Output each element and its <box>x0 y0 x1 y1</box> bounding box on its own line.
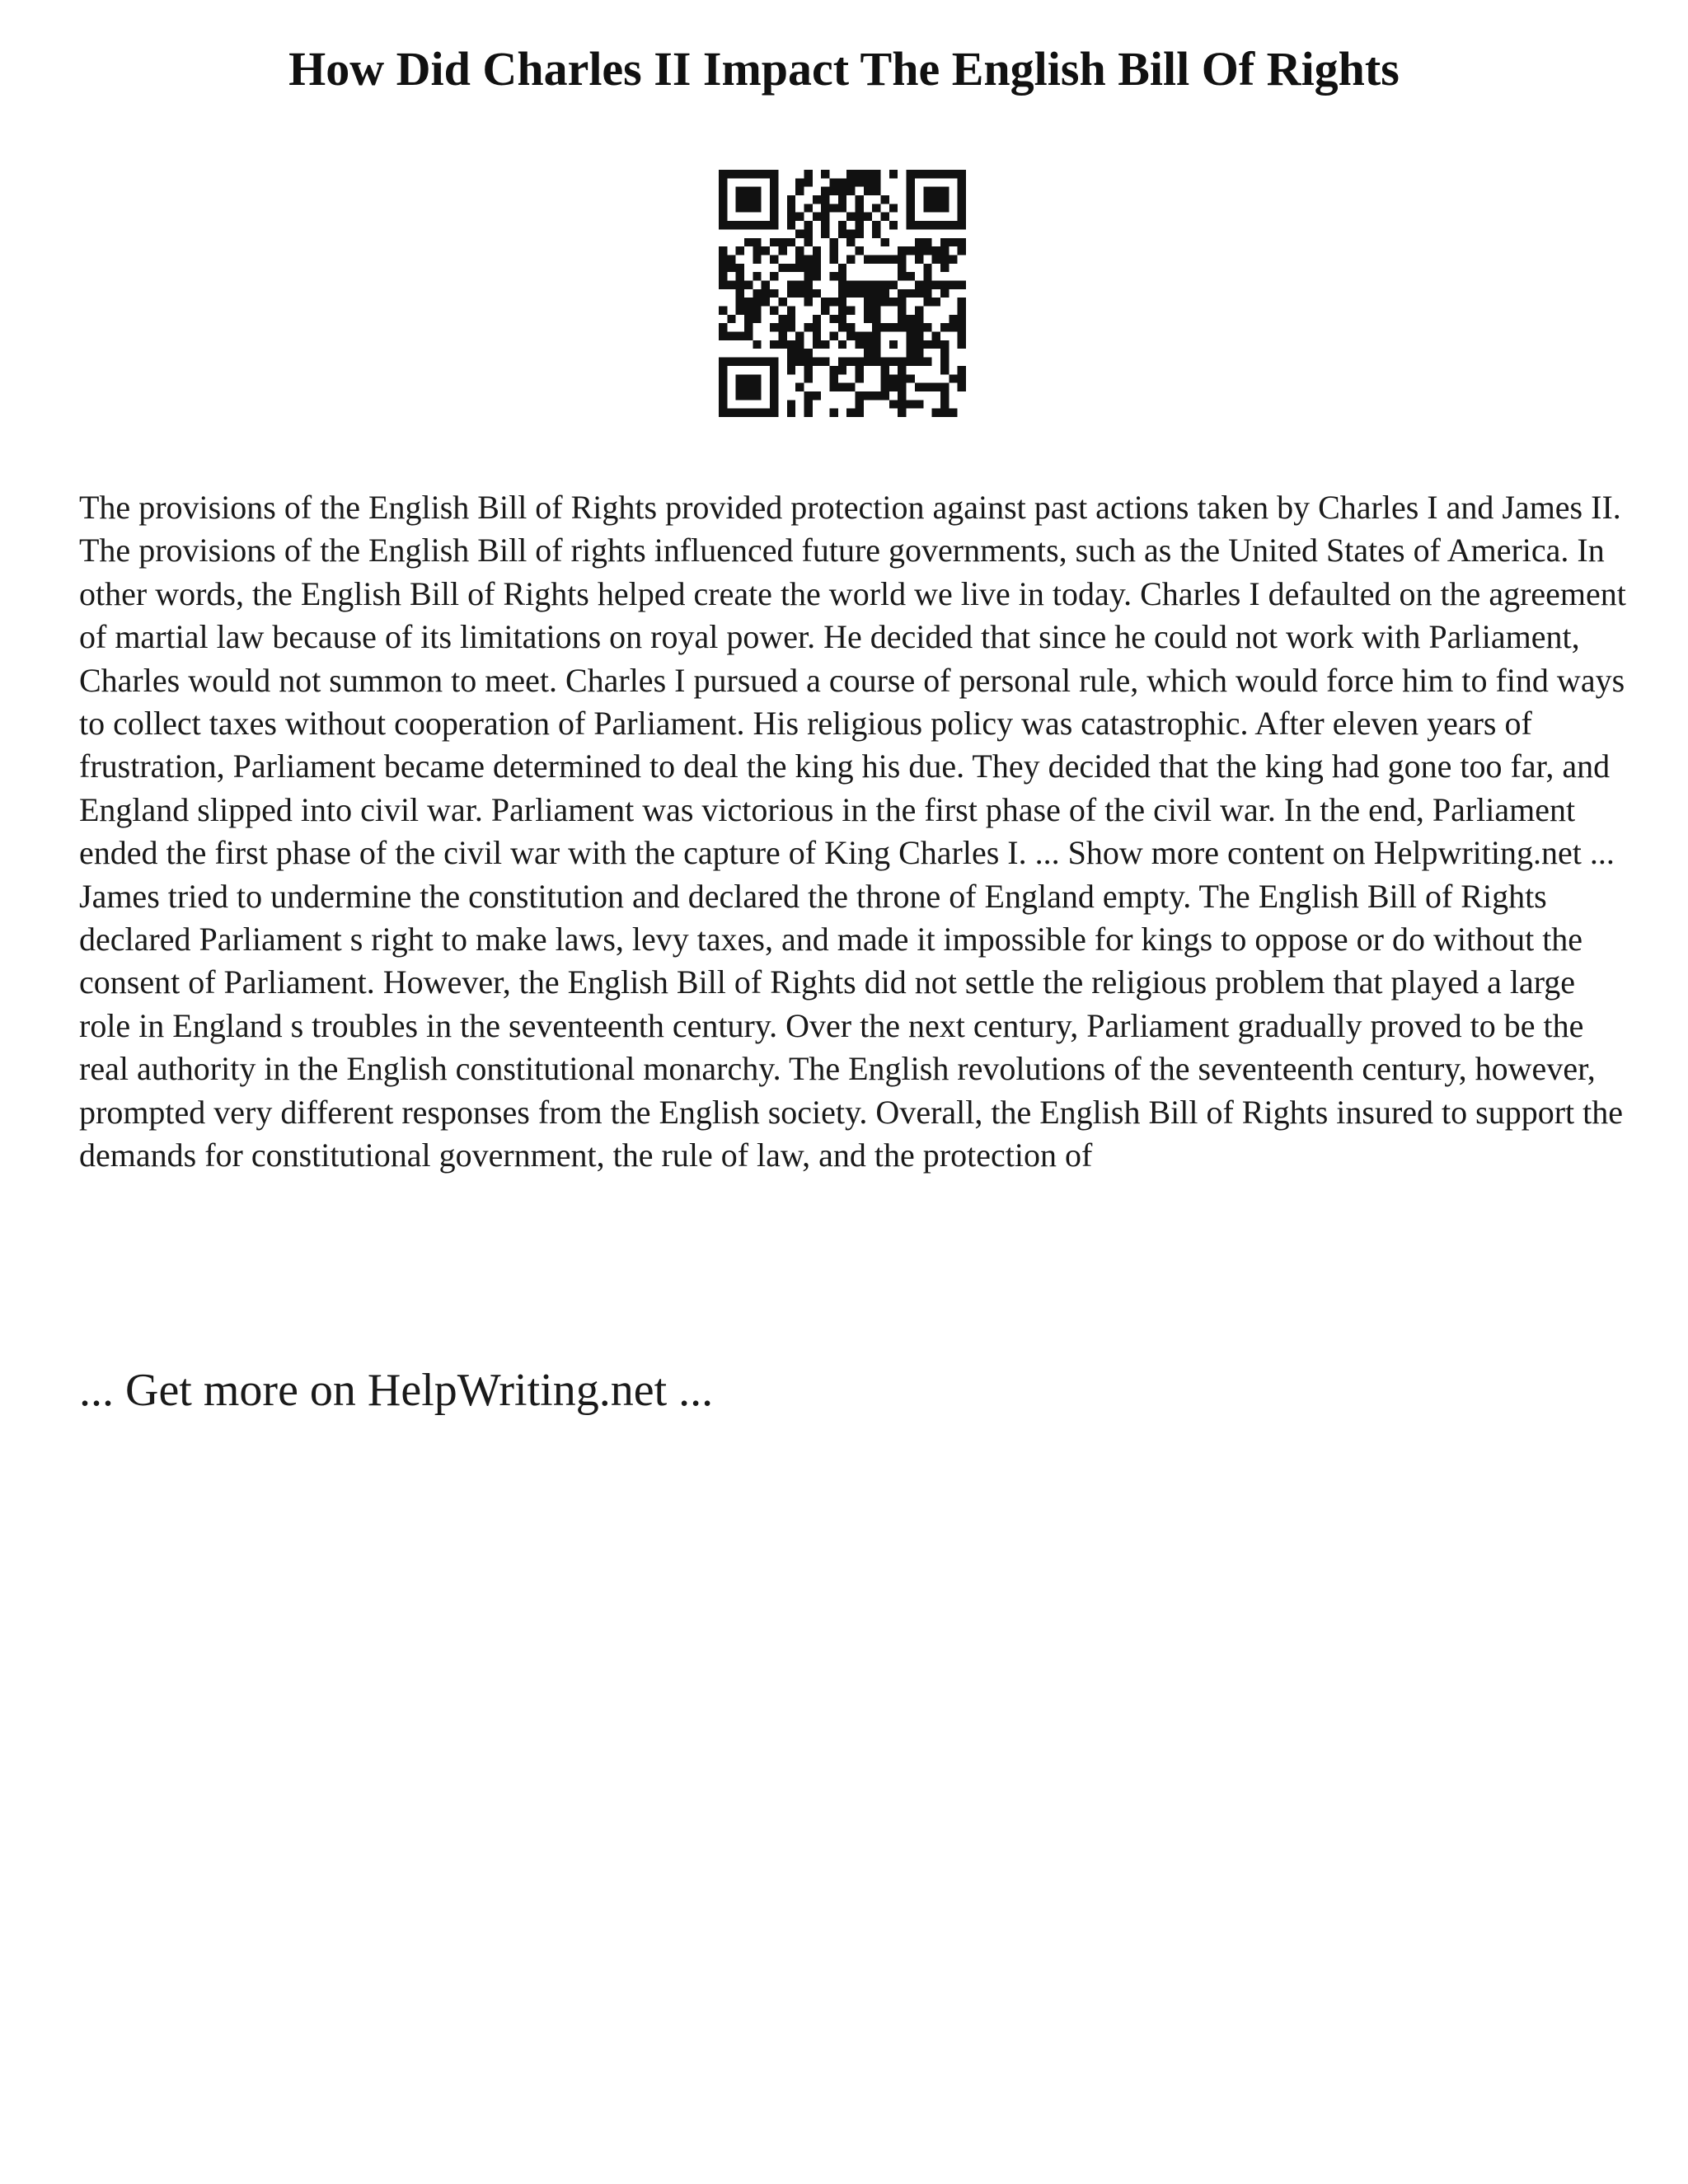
get-more-link[interactable]: ... Get more on HelpWriting.net ... <box>79 1365 714 1416</box>
paragraph: The provisions of the English Bill of Rights provided protection against past actions taken by Charles I and James II. The provisions of the English Bill of rights influenced future governments, such as the United States of America. In other words, the English Bill of Rights helped create the world we live in today. Charles I defaulted on the agreement of martial law because of its limitations on royal power. He decided that since he could not work with Parliament, Charles would not summon to meet. Charles I pursued a course of personal rule, which would force him to find ways to collect taxes without cooperation of Parliament. His religious policy was catastrophic. After eleven years of frustration, Parliament became determined to deal the king his due. They decided that the king had gone too far, and England slipped into civil war. Parliament was victorious in the first phase of the civil war. In the end, Parliament ended the first phase of the civil war with the capture of King Charles I. ... Show more content on Helpwriting.net ... <box>79 489 1626 872</box>
qr-code-icon <box>719 170 966 417</box>
body-text <box>79 486 1629 1178</box>
page-title: How Did Charles II Impact The English Bill Of Rights <box>288 42 1400 96</box>
paragraph: James tried to undermine the constitution and declared the throne of England empty. The English Bill of Rights declared Parliament s right to make laws, levy taxes, and made it impossible for kings to oppose or do without the consent of Parliament. However, the English Bill of Rights did not settle the religious problem that played a large role in England s troubles in the seventeenth century. Over the next century, Parliament gradually proved to be the real authority in the English constitutional monarchy. The English revolutions of the seventeenth century, however, prompted very different responses from the English society. Overall, the English Bill of Rights insured to support the demands for constitutional government, the rule of law, and the protection of <box>79 877 1624 1174</box>
